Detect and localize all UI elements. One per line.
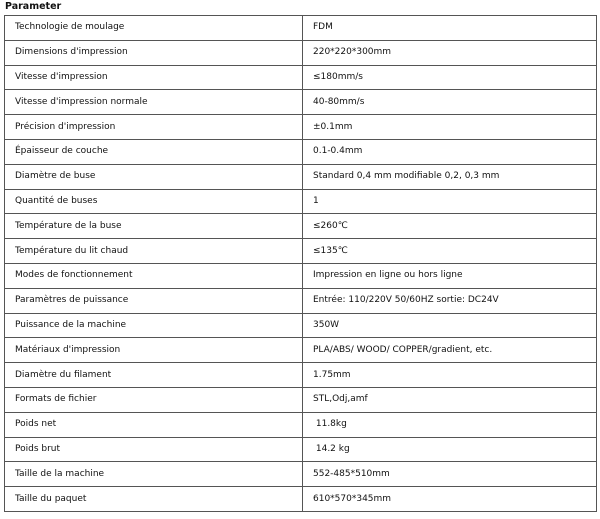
param-value: 220*220*300mm xyxy=(303,40,597,65)
param-value: ±0.1mm xyxy=(303,115,597,140)
param-label: Puissance de la machine xyxy=(5,313,303,338)
param-label: Taille de la machine xyxy=(5,462,303,487)
table-row xyxy=(5,313,597,338)
param-value: 1 xyxy=(303,189,597,214)
param-value: 14.2 kg xyxy=(303,437,597,462)
table-row xyxy=(5,387,597,412)
param-label: Diamètre de buse xyxy=(5,164,303,189)
param-label: Formats de fichier xyxy=(5,387,303,412)
table-title: Parameter xyxy=(5,1,62,12)
param-label: Précision d'impression xyxy=(5,115,303,140)
param-label: Température de la buse xyxy=(5,214,303,239)
param-label: Paramètres de puissance xyxy=(5,288,303,313)
param-label: Quantité de buses xyxy=(5,189,303,214)
table-row xyxy=(5,115,597,140)
param-label: Vitesse d'impression normale xyxy=(5,90,303,115)
table-row xyxy=(5,214,597,239)
param-value: STL,Odj,amf xyxy=(303,387,597,412)
table-row xyxy=(5,90,597,115)
param-value: 0.1-0.4mm xyxy=(303,139,597,164)
param-value: ≤180mm/s xyxy=(303,65,597,90)
param-value: FDM xyxy=(303,16,597,41)
param-value: ≤260℃ xyxy=(303,214,597,239)
param-label: Taille du paquet xyxy=(5,487,303,512)
param-label: Diamètre du filament xyxy=(5,363,303,388)
param-value: Standard 0,4 mm modifiable 0,2, 0,3 mm xyxy=(303,164,597,189)
param-label: Poids brut xyxy=(5,437,303,462)
parameter-table xyxy=(4,15,597,512)
table-row xyxy=(5,487,597,512)
param-label: Poids net xyxy=(5,412,303,437)
table-row xyxy=(5,462,597,487)
param-label: Épaisseur de couche xyxy=(5,139,303,164)
table-row xyxy=(5,338,597,363)
table-row xyxy=(5,288,597,313)
table-row xyxy=(5,363,597,388)
table-row xyxy=(5,16,597,41)
table-row xyxy=(5,164,597,189)
table-row xyxy=(5,139,597,164)
table-row xyxy=(5,189,597,214)
param-value: 350W xyxy=(303,313,597,338)
table-row xyxy=(5,40,597,65)
param-value: 40-80mm/s xyxy=(303,90,597,115)
param-label: Modes de fonctionnement xyxy=(5,263,303,288)
param-label: Technologie de moulage xyxy=(5,16,303,41)
table-row xyxy=(5,239,597,264)
param-label: Vitesse d'impression xyxy=(5,65,303,90)
param-value: 552-485*510mm xyxy=(303,462,597,487)
param-value: ≤135℃ xyxy=(303,239,597,264)
param-value: PLA/ABS/ WOOD/ COPPER/gradient, etc. xyxy=(303,338,597,363)
param-label: Matériaux d'impression xyxy=(5,338,303,363)
param-label: Température du lit chaud xyxy=(5,239,303,264)
param-value: 610*570*345mm xyxy=(303,487,597,512)
table-row xyxy=(5,412,597,437)
table-row xyxy=(5,263,597,288)
table-row xyxy=(5,437,597,462)
param-value: 11.8kg xyxy=(303,412,597,437)
param-value: Impression en ligne ou hors ligne xyxy=(303,263,597,288)
param-label: Dimensions d'impression xyxy=(5,40,303,65)
param-value: 1.75mm xyxy=(303,363,597,388)
param-value: Entrée: 110/220V 50/60HZ sortie: DC24V xyxy=(303,288,597,313)
table-row xyxy=(5,65,597,90)
